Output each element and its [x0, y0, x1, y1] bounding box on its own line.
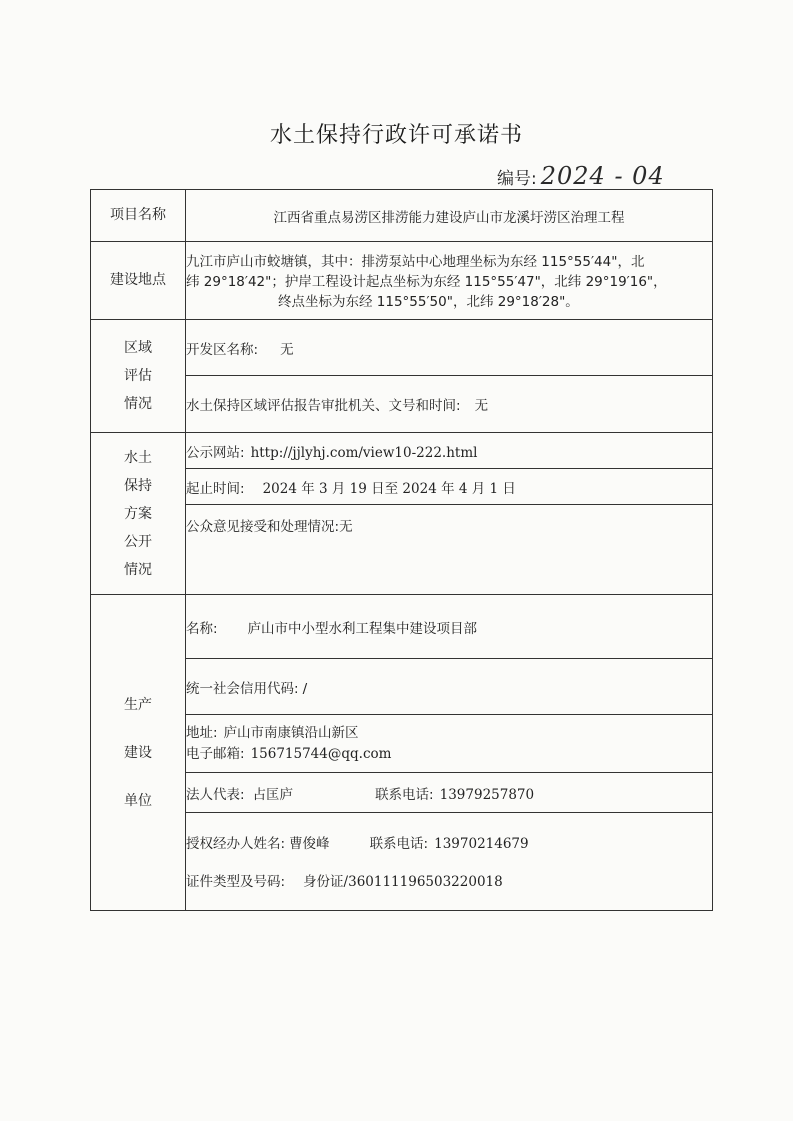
disclosure-label-5: 情况	[124, 561, 152, 578]
address-field	[186, 715, 713, 773]
regional-assessment-label-1: 区域	[124, 340, 152, 356]
location-line-2: 纬 29°18′42"；护岸工程设计起点坐标为东经 115°55′47"，北纬 29°19′16"，	[186, 273, 667, 290]
regional-assessment-label-2: 评估	[124, 368, 152, 384]
agent-field	[186, 813, 713, 911]
period-value: 2024 年 3 月 19 日至 2024 年 4 月 1 日	[262, 480, 516, 497]
dev-zone-row	[91, 320, 713, 376]
website-row	[91, 433, 713, 469]
address-line	[186, 723, 712, 744]
producer-label	[91, 595, 186, 911]
location-line-1: 九江市庐山市蛟塘镇，其中：排涝泵站中心地理坐标为东经 115°55′44"，北	[186, 253, 645, 270]
period-field	[186, 469, 713, 505]
commitment-form-table	[90, 189, 713, 911]
feedback-label: 公众意见接受和处理情况:	[186, 519, 340, 535]
website-link[interactable]: http://jjlyhj.com/view10-222.html	[250, 444, 478, 461]
document-title: 水土保持行政许可承诺书	[269, 123, 523, 148]
regional-assessment-label-3: 情况	[124, 396, 152, 412]
dev-zone-field	[186, 320, 713, 376]
location-value	[186, 242, 713, 320]
regional-assessment-label	[91, 320, 186, 433]
legal-rep-field	[186, 773, 713, 813]
project-name-label: 项目名称	[91, 190, 186, 242]
assessment-approval-value: 无	[474, 398, 489, 414]
assessment-approval-field	[186, 376, 713, 433]
website-field	[186, 433, 713, 469]
period-label: 起止时间:	[186, 480, 245, 497]
dev-zone-label: 开发区名称:	[186, 341, 259, 358]
disclosure-label-1: 水土	[124, 449, 152, 466]
serial-value: 2024 - 04	[540, 162, 665, 190]
serial-number	[497, 162, 665, 190]
agent-phone-value: 13970214679	[434, 835, 529, 852]
dev-zone-value: 无	[280, 341, 294, 358]
producer-label-1: 生产	[124, 696, 152, 713]
email-label: 电子邮箱:	[186, 745, 245, 762]
legal-phone-label: 联系电话:	[375, 786, 434, 803]
id-value: 身份证/360111196503220018	[303, 873, 503, 890]
website-label: 公示网站:	[186, 444, 245, 461]
email-line	[186, 744, 712, 765]
disclosure-label-2: 保持	[124, 477, 152, 494]
assessment-approval-label: 水土保持区域评估报告审批机关、文号和时间:	[186, 398, 461, 414]
address-value: 庐山市南康镇沿山新区	[223, 724, 359, 741]
agent-phone-label: 联系电话:	[369, 835, 429, 852]
disclosure-label	[91, 433, 186, 595]
location-row	[91, 242, 713, 320]
serial-label: 编号:	[497, 169, 537, 189]
legal-rep-value: 占匡庐	[252, 786, 294, 803]
project-name-row	[91, 190, 713, 242]
legal-rep-label: 法人代表:	[186, 786, 245, 803]
unit-name-field	[186, 595, 713, 659]
credit-code-field	[186, 659, 713, 715]
address-label: 地址:	[186, 724, 218, 741]
unit-name-row	[91, 595, 713, 659]
location-label: 建设地点	[91, 242, 186, 320]
project-name-value: 江西省重点易涝区排涝能力建设庐山市龙溪圩涝区治理工程	[186, 190, 713, 242]
producer-label-2: 建设	[124, 744, 152, 761]
feedback-field	[186, 505, 713, 595]
agent-value: 曹俊峰	[289, 835, 330, 852]
disclosure-label-4: 公开	[124, 533, 152, 550]
id-line	[186, 871, 712, 893]
unit-name-label: 名称:	[186, 620, 218, 637]
unit-name-value: 庐山市中小型水利工程集中建设项目部	[247, 620, 478, 637]
credit-code-label: 统一社会信用代码:	[186, 680, 299, 697]
id-label: 证件类型及号码:	[186, 873, 286, 890]
disclosure-label-3: 方案	[124, 505, 152, 522]
feedback-value: 无	[339, 519, 353, 535]
legal-phone-value: 13979257870	[439, 786, 535, 803]
location-line-3: 终点坐标为东经 115°55′50"，北纬 29°18′28"。	[278, 293, 579, 310]
credit-code-value: /	[302, 680, 308, 697]
agent-label: 授权经办人姓名:	[186, 835, 286, 852]
agent-line	[186, 833, 712, 855]
email-value: 156715744@qq.com	[250, 745, 392, 762]
producer-label-3: 单位	[124, 792, 152, 809]
